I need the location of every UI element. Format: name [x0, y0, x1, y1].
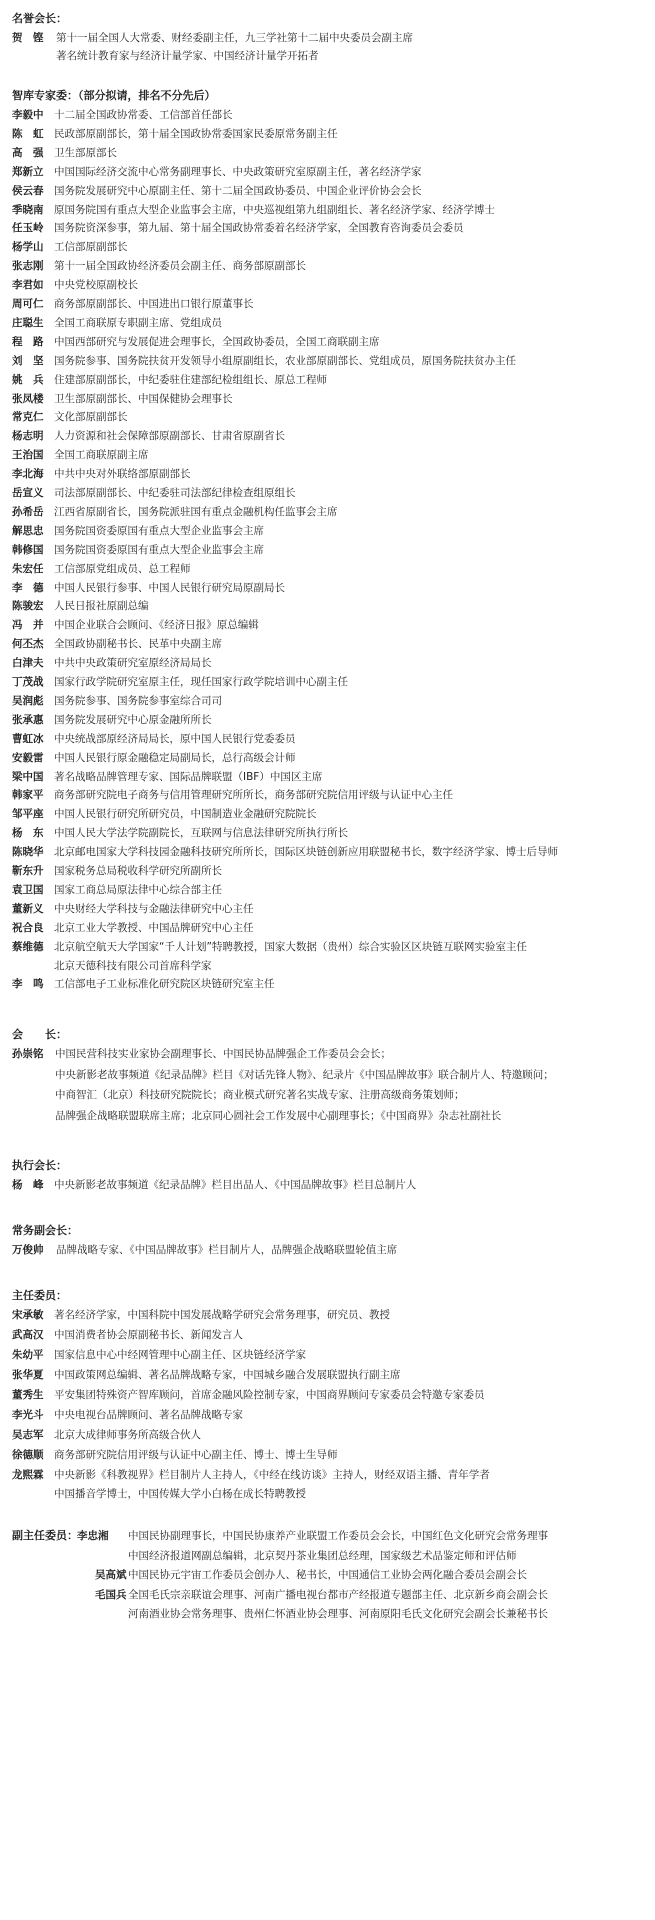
person-title: 全国政协副秘书长、民革中央副主席	[54, 638, 222, 651]
deputy-member-row	[77, 1529, 651, 1543]
president-heading: 会 长：	[12, 1028, 67, 1042]
person-name: 高 强	[12, 146, 44, 159]
expert-row	[12, 921, 651, 935]
person-title: 卫生部原副部长、中国保健协会理事长	[54, 392, 233, 405]
expert-row	[12, 845, 651, 859]
person-name: 李 鸣	[12, 978, 44, 991]
person-title: 国家工商总局原法律中心综合部主任	[54, 883, 222, 896]
person-name: 陈 虹	[12, 127, 44, 140]
expert-row	[12, 807, 651, 821]
person-name: 孙希岳	[12, 505, 44, 518]
expert-row	[12, 581, 651, 595]
person-title: 中国政策网总编辑、著名品牌战略专家，中国城乡融合发展联盟执行副主席	[54, 1369, 401, 1381]
expert-row	[12, 524, 651, 538]
expert-row	[12, 732, 651, 746]
person-title: 中央电视台品牌顾问、著名品牌战略专家	[54, 1408, 243, 1421]
person-name: 张承惠	[12, 713, 44, 726]
person-title: 国家行政学院研究室原主任，现任国家行政学院培训中心副主任	[54, 676, 348, 688]
title-continuation: 中国经济报道网副总编辑，北京契丹茶业集团总经理，国家级艺术品鉴定师和评估师	[128, 1549, 517, 1562]
committee-member-row	[12, 1448, 651, 1462]
expert-row	[12, 316, 651, 330]
expert-row	[12, 467, 651, 481]
title-continuation: 北京天德科技有限公司首席科学家	[54, 959, 212, 972]
person-name: 宋承敏	[12, 1309, 44, 1322]
person-title: 北京大成律师事务所高级合伙人	[54, 1428, 201, 1441]
person-name: 祝合良	[12, 921, 44, 934]
expert-row	[12, 883, 651, 897]
person-title: 著名战略品牌管理专家、国际品牌联盟（IBF）中国区主席	[54, 770, 323, 783]
person-title: 人力资源和社会保障部原副部长、甘肃省原副省长	[54, 430, 285, 443]
person-title: 商务部研究院电子商务与信用管理研究所所长，商务部研究院信用评级与认证中心主任	[54, 789, 453, 802]
vice-president-heading: 常务副会长：	[12, 1224, 78, 1238]
expert-row	[12, 240, 651, 254]
person-name: 李北海	[12, 468, 44, 481]
expert-row	[12, 392, 651, 406]
person-title: 中央财经大学科技与金融法律研究中心主任	[54, 902, 254, 915]
deputy-member-row	[95, 1568, 651, 1582]
expert-row	[12, 618, 651, 632]
person-title: 全国毛氏宗亲联谊会理事、河南广播电视台都市产经报道专题部主任、北京新乡商会副会长	[128, 1588, 548, 1601]
person-name: 吴润彪	[12, 694, 44, 707]
person-name: 白津夫	[12, 657, 44, 670]
person-name: 武高汉	[12, 1329, 44, 1342]
expert-row	[12, 505, 651, 519]
executive-president-heading: 执行会长：	[12, 1159, 67, 1173]
title-continuation: 河南酒业协会常务理事、贵州仁怀酒业协会理事、河南原阳毛氏文化研究会副会长兼秘书长	[128, 1607, 548, 1620]
expert-committee-heading: 智库专家委：（部分拟请，排名不分先后）	[12, 89, 216, 102]
person-title: 商务部原副部长、中国进出口银行原董事长	[54, 298, 254, 310]
person-title: 中国国际经济交流中心常务副理事长、中央政策研究室原副主任，著名经济学家	[54, 165, 422, 178]
expert-row	[12, 373, 651, 387]
expert-row	[12, 864, 651, 878]
person-title: 第十一届全国政协经济委员会副主任、商务部原副部长	[54, 260, 306, 273]
expert-row	[12, 354, 651, 368]
person-name: 李 德	[12, 581, 44, 594]
person-name: 贺 铿	[12, 32, 44, 44]
person-title: 江西省原副省长，国务院派驻国有重点金融机构任监事会主席	[54, 505, 338, 518]
expert-row	[12, 165, 651, 179]
committee-member-row	[12, 1348, 651, 1362]
expert-row	[12, 599, 651, 613]
person-title: 国家信息中心中经网管理中心副主任、区块链经济学家	[54, 1349, 306, 1362]
title-continuation: 中国播音学博士，中国传媒大学小白杨在成长特聘教授	[54, 1488, 306, 1501]
person-name: 张志刚	[12, 260, 44, 273]
committee-heading: 主任委员：	[12, 1289, 67, 1303]
vice-president-row	[12, 1243, 651, 1257]
person-title: 中国人民银行参事、中国人民银行研究局原副局长	[54, 581, 285, 594]
person-title: 司法部原副部长、中纪委驻司法部纪律检查组原组长	[54, 487, 296, 499]
person-name: 姚 兵	[12, 373, 44, 386]
person-name: 王治国	[12, 449, 44, 462]
expert-row	[12, 127, 651, 141]
person-title: 工信部原副部长	[54, 241, 128, 254]
expert-row	[12, 788, 651, 802]
expert-row	[12, 675, 651, 689]
person-title: 平安集团特殊资产智库顾问，首席金融风险控制专家，中国商界顾问专家委员会特邀专家委员	[54, 1388, 485, 1401]
expert-row	[12, 656, 651, 670]
person-name: 董秀生	[12, 1388, 44, 1401]
expert-row	[12, 770, 651, 784]
title-continuation: 品牌强企战略联盟联席主席；北京同心圆社会工作发展中心副理事长；《中国商界》杂志社副社长	[55, 1109, 502, 1122]
expert-row	[12, 902, 651, 916]
person-name: 常克仁	[12, 411, 44, 424]
person-name: 袁卫国	[12, 883, 44, 896]
person-name: 蔡维德	[12, 940, 44, 953]
expert-row	[12, 977, 651, 991]
person-name: 李毅中	[12, 109, 44, 121]
person-title: 文化部原副部长	[54, 411, 128, 424]
person-name: 龙熙霖	[12, 1468, 44, 1481]
committee-member-row	[12, 1428, 651, 1442]
person-name: 孙崇铭	[12, 1048, 44, 1061]
person-name: 陈骏宏	[12, 600, 44, 613]
committee-member-row	[12, 1368, 651, 1382]
person-name: 董新义	[12, 902, 44, 915]
person-title: 中国人民银行原金融稳定局副局长，总行高级会计师	[54, 751, 296, 764]
expert-row	[12, 429, 651, 443]
person-title: 国务院参事、国务院扶贫开发领导小组原副组长，农业部原副部长、党组成员，原国务院扶贫办主任	[54, 354, 516, 367]
person-title: 国务院参事、国务院参事室综合司司	[54, 694, 222, 707]
person-title: 人民日报社原副总编	[54, 600, 149, 613]
person-name: 郑新立	[12, 165, 44, 178]
expert-row	[12, 448, 651, 462]
expert-row	[12, 146, 651, 160]
person-title: 中国西部研究与发展促进会理事长，全国政协委员，全国工商联副主席	[54, 335, 380, 348]
expert-row	[12, 203, 651, 217]
expert-row	[12, 826, 651, 840]
person-title: 中国人民银行研究所研究员，中国制造业金融研究院院长	[54, 808, 317, 821]
person-title: 中央新影老故事频道《纪录品牌》栏目出品人、《中国品牌故事》栏目总制片人	[54, 1179, 417, 1192]
deputy-committee-heading: 副主任委员：	[12, 1529, 78, 1543]
committee-member-row	[12, 1408, 651, 1422]
expert-row	[12, 184, 651, 198]
person-name: 邹平座	[12, 808, 44, 821]
person-name: 杨志明	[12, 430, 44, 443]
person-name: 杨学山	[12, 241, 44, 254]
person-title: 中国民协副理事长，中国民协康养产业联盟工作委员会会长，中国红色文化研究会常务理事	[128, 1530, 548, 1543]
person-title: 国务院国资委原国有重点大型企业监事会主席	[54, 524, 264, 537]
person-name: 程 路	[12, 335, 44, 348]
expert-row	[12, 108, 651, 122]
person-title: 十二届全国政协常委、工信部首任部长	[54, 109, 233, 121]
person-title: 原国务院国有重点大型企业监事会主席，中央巡视组第九组副组长、著名经济学家、经济学博士	[54, 203, 495, 216]
person-name: 毛国兵	[95, 1588, 127, 1601]
expert-row	[12, 751, 651, 765]
person-title: 民政部原副部长，第十届全国政协常委国家民委原常务副主任	[54, 127, 338, 140]
president-row	[12, 1047, 651, 1061]
expert-row	[12, 637, 651, 651]
honorary-heading: 名誉会长：	[12, 12, 67, 25]
person-name: 杨 东	[12, 827, 44, 840]
person-name: 周可仁	[12, 298, 44, 310]
person-name: 曹虹冰	[12, 732, 44, 745]
deputy-member-row	[95, 1588, 651, 1602]
committee-member-row	[12, 1388, 651, 1402]
person-name: 何丕杰	[12, 638, 44, 651]
person-title: 北京航空航天大学国家“千人计划”特聘教授，国家大数据（贵州）综合实验区区块链互联网实验室主任	[54, 940, 527, 953]
person-title: 中共中央对外联络部原副部长	[54, 468, 191, 481]
person-title: 品牌战略专家、《中国品牌故事》栏目制片人，品牌强企战略联盟轮值主席	[56, 1244, 398, 1257]
person-title: 中央党校原副校长	[54, 279, 138, 292]
person-title: 北京工业大学教授、中国品牌研究中心主任	[54, 921, 254, 934]
person-name: 任玉岭	[12, 222, 44, 235]
person-title: 国家税务总局税收科学研究所副所长	[54, 865, 222, 877]
person-title: 中国民协元宇宙工作委员会创办人、秘书长，中国通信工业协会两化融合委员会副会长	[128, 1569, 527, 1582]
person-title: 中共中央政策研究室原经济局局长	[54, 657, 212, 670]
expert-row	[12, 543, 651, 557]
person-name: 万俊帅	[12, 1244, 44, 1257]
person-name: 梁中国	[12, 770, 44, 783]
person-name: 韩家平	[12, 789, 44, 802]
title-continuation: 中央新影老故事频道《纪录品牌》栏目《对话先锋人物》、纪录片《中国品牌故事》联合制片人、特邀顾问；	[55, 1068, 554, 1081]
person-name: 庄聪生	[12, 316, 44, 329]
person-title: 中国企业联合会顾问、《经济日报》原总编辑	[54, 619, 259, 632]
person-title: 中央新影《科教视界》栏目制片人主持人，《中经在线访谈》主持人，财经双语主播、青年学者	[54, 1468, 490, 1481]
person-name: 韩修国	[12, 543, 44, 556]
expert-row	[12, 410, 651, 424]
person-name: 李忠湘	[77, 1530, 109, 1543]
expert-row	[12, 259, 651, 273]
person-title: 国务院资深参事，第九届、第十届全国政协常委着名经济学家，全国教育咨询委员会委员	[54, 222, 464, 235]
person-name: 吴高斌	[95, 1569, 127, 1582]
person-title: 中央统战部原经济局局长，原中国人民银行党委委员	[54, 732, 296, 745]
person-name: 张凤楼	[12, 392, 44, 405]
person-title: 国务院国资委原国有重点大型企业监事会主席	[54, 543, 264, 556]
person-title: 商务部研究院信用评级与认证中心副主任、博士、博士生导师	[54, 1448, 338, 1461]
expert-row	[12, 562, 651, 576]
expert-row	[12, 221, 651, 235]
person-name: 陈晓华	[12, 846, 44, 859]
person-title: 住建部原副部长，中纪委驻住建部纪检组组长、原总工程师	[54, 373, 327, 386]
person-title: 中国人民大学法学院副院长，互联网与信息法律研究所执行所长	[54, 827, 348, 840]
expert-row	[12, 940, 651, 954]
committee-member-row	[12, 1328, 651, 1342]
person-name: 朱宏任	[12, 562, 44, 575]
person-name: 朱幼平	[12, 1349, 44, 1362]
person-title: 国务院发展研究中心原金融所所长	[54, 713, 212, 726]
title-continuation: 著名统计教育家与经济计量学家、中国经济计量学开拓者	[56, 50, 319, 62]
person-name: 安毅雷	[12, 751, 44, 764]
person-title: 卫生部原部长	[54, 146, 117, 159]
honorary-chair-row	[12, 31, 651, 45]
person-name: 靳东升	[12, 865, 44, 877]
person-name: 吴志军	[12, 1428, 44, 1441]
expert-row	[12, 713, 651, 727]
person-name: 杨 峰	[12, 1179, 44, 1192]
person-title: 著名经济学家，中国科院中国发展战略学研究会常务理事，研究员、教授	[54, 1309, 390, 1322]
person-title: 全国工商联原专职副主席、党组成员	[54, 316, 222, 329]
person-name: 徐德顺	[12, 1448, 44, 1461]
person-name: 冯 并	[12, 619, 44, 632]
person-title: 工信部原党组成员、总工程师	[54, 562, 191, 575]
person-name: 刘 坚	[12, 354, 44, 367]
expert-row	[12, 486, 651, 500]
person-title: 工信部电子工业标准化研究院区块链研究室主任	[54, 978, 275, 991]
person-title: 国务院发展研究中心原副主任、第十二届全国政协委员、中国企业评价协会会长	[54, 184, 422, 197]
person-title: 中国民营科技实业家协会副理事长、中国民协品牌强企工作委员会会长；	[55, 1048, 391, 1061]
committee-member-row	[12, 1308, 651, 1322]
person-name: 解思忠	[12, 524, 44, 537]
person-title: 第十一届全国人大常委、财经委副主任，九三学社第十二届中央委员会副主席	[56, 32, 413, 44]
person-name: 李君如	[12, 279, 44, 292]
expert-row	[12, 278, 651, 292]
person-name: 侯云春	[12, 184, 44, 197]
person-title: 中国消费者协会原副秘书长、新闻发言人	[54, 1329, 243, 1342]
person-title: 北京邮电国家大学科技园金融科技研究所所长，国际区块链创新应用联盟秘书长，数字经济学家、博士后导师	[54, 846, 558, 859]
expert-row	[12, 297, 651, 311]
title-continuation: 中商智汇（北京）科技研究院院长；商业模式研究著名实战专家、注册高级商务策划师；	[55, 1089, 465, 1102]
executive-president-row	[12, 1178, 651, 1192]
person-name: 李光斗	[12, 1408, 44, 1421]
expert-row	[12, 335, 651, 349]
person-title: 全国工商联原副主席	[54, 449, 149, 462]
committee-member-row	[12, 1468, 651, 1482]
person-name: 丁茂战	[12, 676, 44, 688]
person-name: 岳宣义	[12, 487, 44, 499]
person-name: 季晓南	[12, 203, 44, 216]
expert-row	[12, 694, 651, 708]
person-name: 张华夏	[12, 1369, 44, 1381]
